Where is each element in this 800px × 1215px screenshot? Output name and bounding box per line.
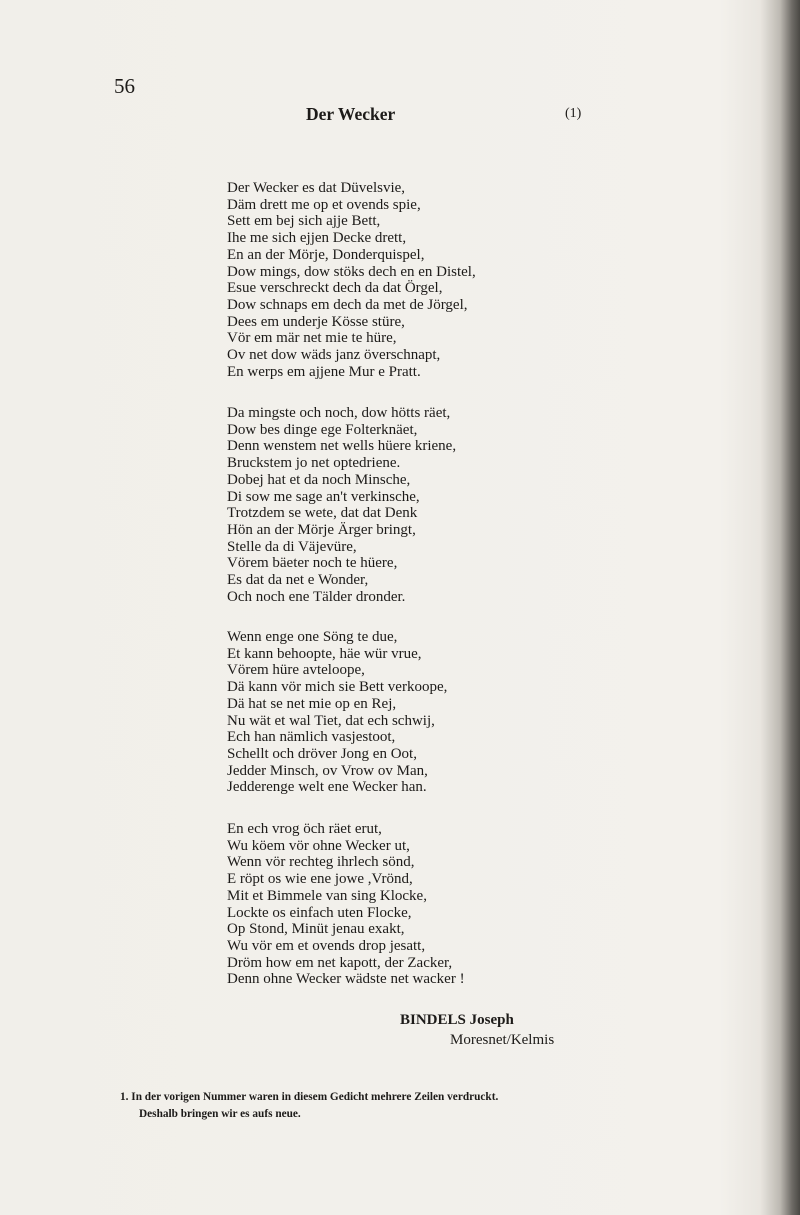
poem-line: Hön an der Mörje Ärger bringt, <box>227 521 416 538</box>
poem-line: En an der Mörje, Donderquispel, <box>227 246 425 263</box>
poem-line: Trotzdem se wete, dat dat Denk <box>227 505 418 522</box>
author-place: Moresnet/Kelmis <box>450 1032 555 1048</box>
poem-line: Denn wenstem net wells hüere kriene, <box>227 438 457 455</box>
poem-line: Stelle da di Väjevüre, <box>227 538 357 555</box>
poem-line: Däm drett me op et ovends spie, <box>227 196 421 213</box>
poem-line: Dä kann vör mich sie Bett verkoope, <box>227 679 448 696</box>
footnote-line: Deshalb bringen wir es aufs neue. <box>139 1107 301 1120</box>
poem-line: Esue verschreckt dech da dat Örgel, <box>227 280 443 297</box>
poem-line: En ech vrog öch räet erut, <box>227 821 382 837</box>
poem-line: Dröm how em net kapott, der Zacker, <box>227 954 453 971</box>
stanza-1 <box>227 180 476 380</box>
poem-title: Der Wecker <box>306 104 396 124</box>
poem-line: Et kann behoopte, häe wür vrue, <box>227 645 422 662</box>
poem-line: Wu vör em et ovends drop jesatt, <box>227 937 426 954</box>
poem-line: E röpt os wie ene jowe ,Vrönd, <box>227 871 413 888</box>
page-number: 56 <box>114 74 135 98</box>
poem-line: Di sow me sage an't verkinsche, <box>227 488 420 505</box>
stanza-2 <box>227 405 456 605</box>
poem-line: Ov net dow wäds janz överschnapt, <box>227 347 441 364</box>
poem-line: Bruckstem jo net optedriene. <box>227 455 401 472</box>
poem-line: Jedderenge welt ene Wecker han. <box>227 779 427 796</box>
poem-line: Vörem bäeter noch te hüere, <box>227 555 398 572</box>
poem-line: Schellt och dröver Jong en Oot, <box>227 745 417 762</box>
poem-line: Jedder Minsch, ov Vrow ov Man, <box>227 762 428 779</box>
poem-line: Wu köem vör ohne Wecker ut, <box>227 837 410 854</box>
poem-line: Op Stond, Minüt jenau exakt, <box>227 921 405 938</box>
stanza-3 <box>227 629 447 796</box>
poem-line: Es dat da net e Wonder, <box>227 572 369 589</box>
poem-line: Vörem hüre avteloope, <box>227 662 365 679</box>
poem-line: Dä hat se net mie op en Rej, <box>227 695 397 712</box>
author-name: BINDELS Joseph <box>400 1012 514 1028</box>
poem-line: Ihe me sich ejjen Decke drett, <box>227 230 407 247</box>
footnote <box>120 1089 498 1122</box>
poem-line: Wenn vör rechteg ihrlech sönd, <box>227 854 415 871</box>
poem-line: Dobej hat et da noch Minsche, <box>227 471 411 488</box>
poem-line: Der Wecker es dat Düvelsvie, <box>227 180 406 196</box>
poem-line: En werps em ajjene Mur e Pratt. <box>227 363 421 380</box>
poem-line: Mit et Bimmele van sing Klocke, <box>227 887 427 904</box>
poem-line: Nu wät et wal Tiet, dat ech schwij, <box>227 712 435 729</box>
poem-line: Dow schnaps em dech da met de Jörgel, <box>227 296 468 313</box>
poem-line: Dow mings, dow stöks dech en en Distel, <box>227 263 476 280</box>
poem-line: Wenn enge one Söng te due, <box>227 629 398 645</box>
poem-line: Denn ohne Wecker wädste net wacker ! <box>227 971 465 988</box>
stanza-4 <box>227 821 465 988</box>
footnote-reference: (1) <box>565 106 582 121</box>
poem-line: Sett em bej sich ajje Bett, <box>227 213 381 230</box>
poem-line: Da mingste och noch, dow hötts räet, <box>227 405 451 421</box>
poem-line: Ech han nämlich vasjestoot, <box>227 729 396 746</box>
poem-line: Dees em underje Kösse stüre, <box>227 313 405 330</box>
poem-line: Vör em mär net mie te hüre, <box>227 330 397 347</box>
poem-line: Dow bes dinge ege Folterknäet, <box>227 421 418 438</box>
poem-line: Lockte os einfach uten Flocke, <box>227 904 412 921</box>
poem-line: Och noch ene Tälder dronder. <box>227 588 406 605</box>
footnote-line: 1. In der vorigen Nummer waren in diesem Gedicht mehrere Zeilen verdruckt. <box>120 1091 499 1103</box>
